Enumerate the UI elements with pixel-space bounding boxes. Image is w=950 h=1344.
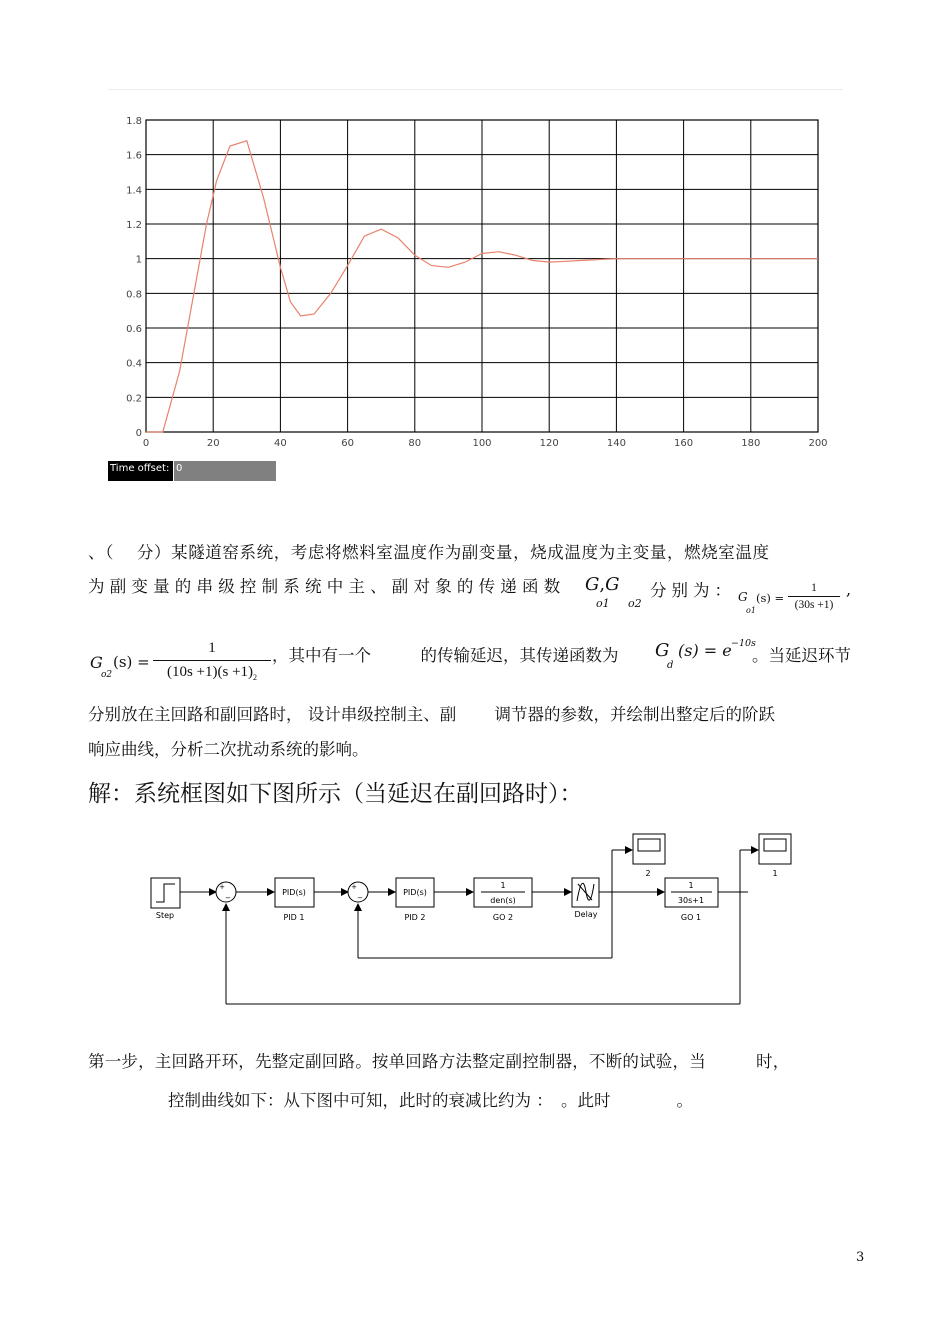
tf2-denominator [153, 660, 271, 682]
solution-heading: 解：系统框图如下图所示（当延迟在副回路时）： [88, 781, 583, 807]
problem-line-2 [88, 577, 565, 597]
problem-line-2-text: 为副变量的串级控制系统中主、副对象的传递函数 [88, 577, 566, 596]
tf1-fraction [788, 582, 840, 611]
header-rule [108, 89, 843, 90]
sum1-plus: + [219, 883, 225, 891]
tf2-sub: o2 [101, 670, 113, 680]
g-symbols: G,G [585, 574, 620, 595]
y-tick-label: 0.2 [126, 393, 142, 405]
sum2-plus: + [351, 883, 357, 891]
x-tick-label: 60 [341, 438, 354, 448]
tf1-denominator: (30s +1) [788, 596, 840, 611]
delay-block [572, 878, 599, 907]
step-response-chart [108, 108, 838, 448]
sum1-minus: − [225, 894, 231, 902]
step-label: Step [155, 911, 175, 920]
x-tick-label: 80 [408, 438, 422, 448]
x-tick-label: 20 [206, 438, 220, 448]
tf1-sub: o1 [746, 606, 756, 615]
tf1-lhs: (s) = [756, 591, 785, 605]
tf1-numerator: 1 [811, 582, 817, 594]
problem-line-4: 分别放在主回路和副回路时， 设计串级控制主、副 调节器的参数，并绘制出整定后的阶跃 [88, 705, 775, 724]
y-tick-label: 1.4 [126, 185, 142, 197]
y-tick-label: 1.2 [126, 220, 142, 231]
time-offset-value: 0 [174, 461, 276, 481]
tf2-lhs: (s) = [113, 653, 150, 671]
problem-line-5: 响应曲线，分析二次扰动系统的影响。 [88, 740, 369, 759]
go1-denominator: 30s+1 [677, 896, 705, 905]
tf1-g: G [738, 590, 748, 604]
step1-line-1: 第一步，主回路开环，先整定副回路。按单回路方法整定副控制器，不断的试验，当 时， [88, 1052, 790, 1071]
block-diagram [140, 828, 830, 1008]
g02-subscript: o2 [628, 597, 642, 610]
step-block [151, 878, 180, 908]
gd-symbol: G [655, 640, 670, 661]
tf2-g: G [90, 653, 103, 672]
tf1-comma: , [846, 580, 852, 599]
y-tick-label: 0.4 [126, 358, 142, 370]
go1-numerator: 1 [688, 881, 694, 890]
tf2-numerator: 1 [208, 640, 216, 656]
tf2-fraction [153, 640, 271, 682]
go1-label: GO 1 [680, 913, 702, 922]
tf2-denominator-text: (10s +1)(s +1) [166, 664, 254, 680]
x-tick-label: 40 [274, 438, 287, 448]
page-number: 3 [856, 1250, 865, 1265]
x-tick-label: 180 [741, 438, 761, 448]
x-tick-label: 0 [142, 438, 150, 448]
y-tick-label: 0.8 [126, 289, 142, 301]
x-tick-label: 140 [606, 438, 626, 448]
step1-line-2: 控制曲线如下：从下图中可知，此时的衰减比约为 ： 。此时 。 [168, 1091, 693, 1110]
y-tick-label: 0 [135, 428, 142, 439]
go2-label: GO 2 [492, 913, 514, 922]
scope-2-block [633, 834, 665, 864]
problem-line-1: 、（ 分）某隧道窑系统，考虑将燃料室温度作为副变量，烧成温度为主变量，燃烧室温度 [88, 543, 770, 562]
g01-subscript: o1 [596, 597, 610, 610]
x-tick-label: 100 [472, 438, 492, 448]
x-tick-label: 200 [808, 438, 828, 448]
gd-rhs: (s) = e [678, 641, 732, 660]
pid2-label: PID 2 [404, 913, 426, 922]
g02-symbol: G [605, 574, 620, 595]
delay-label: Delay [574, 910, 598, 919]
problem-line-2-end: 分别为： [650, 581, 736, 600]
chart-grid [146, 120, 818, 432]
sum2-minus: − [357, 894, 363, 902]
y-tick-label: 1.6 [126, 150, 142, 162]
y-tick-label: 0.6 [126, 324, 142, 335]
problem-line-3: ，其中有一个 的传输延迟，其传递函数为 [272, 646, 619, 665]
pid1-label: PID 1 [283, 913, 305, 922]
x-tick-label: 160 [674, 438, 694, 448]
time-offset-bar [108, 461, 276, 481]
scope-1-block [759, 834, 791, 864]
go2-numerator: 1 [500, 881, 506, 890]
scope2-label: 2 [645, 869, 651, 878]
time-offset-label: Time offset: [108, 461, 173, 481]
tf2-exponent: 2 [253, 673, 258, 682]
gd-exponent: −10s [731, 638, 756, 649]
y-tick-label: 1.8 [126, 116, 142, 127]
g01-symbol: G [585, 574, 600, 595]
gd-subscript: d [667, 660, 674, 671]
pid2-block-label: PID(s) [403, 888, 427, 897]
pid1-block-label: PID(s) [282, 888, 306, 897]
scope1-label: 1 [772, 869, 778, 878]
go2-denominator: den(s) [490, 896, 516, 905]
y-tick-label: 1 [135, 254, 142, 266]
problem-line-3-end: 。当延迟环节 [752, 646, 851, 665]
x-tick-label: 120 [539, 438, 559, 448]
